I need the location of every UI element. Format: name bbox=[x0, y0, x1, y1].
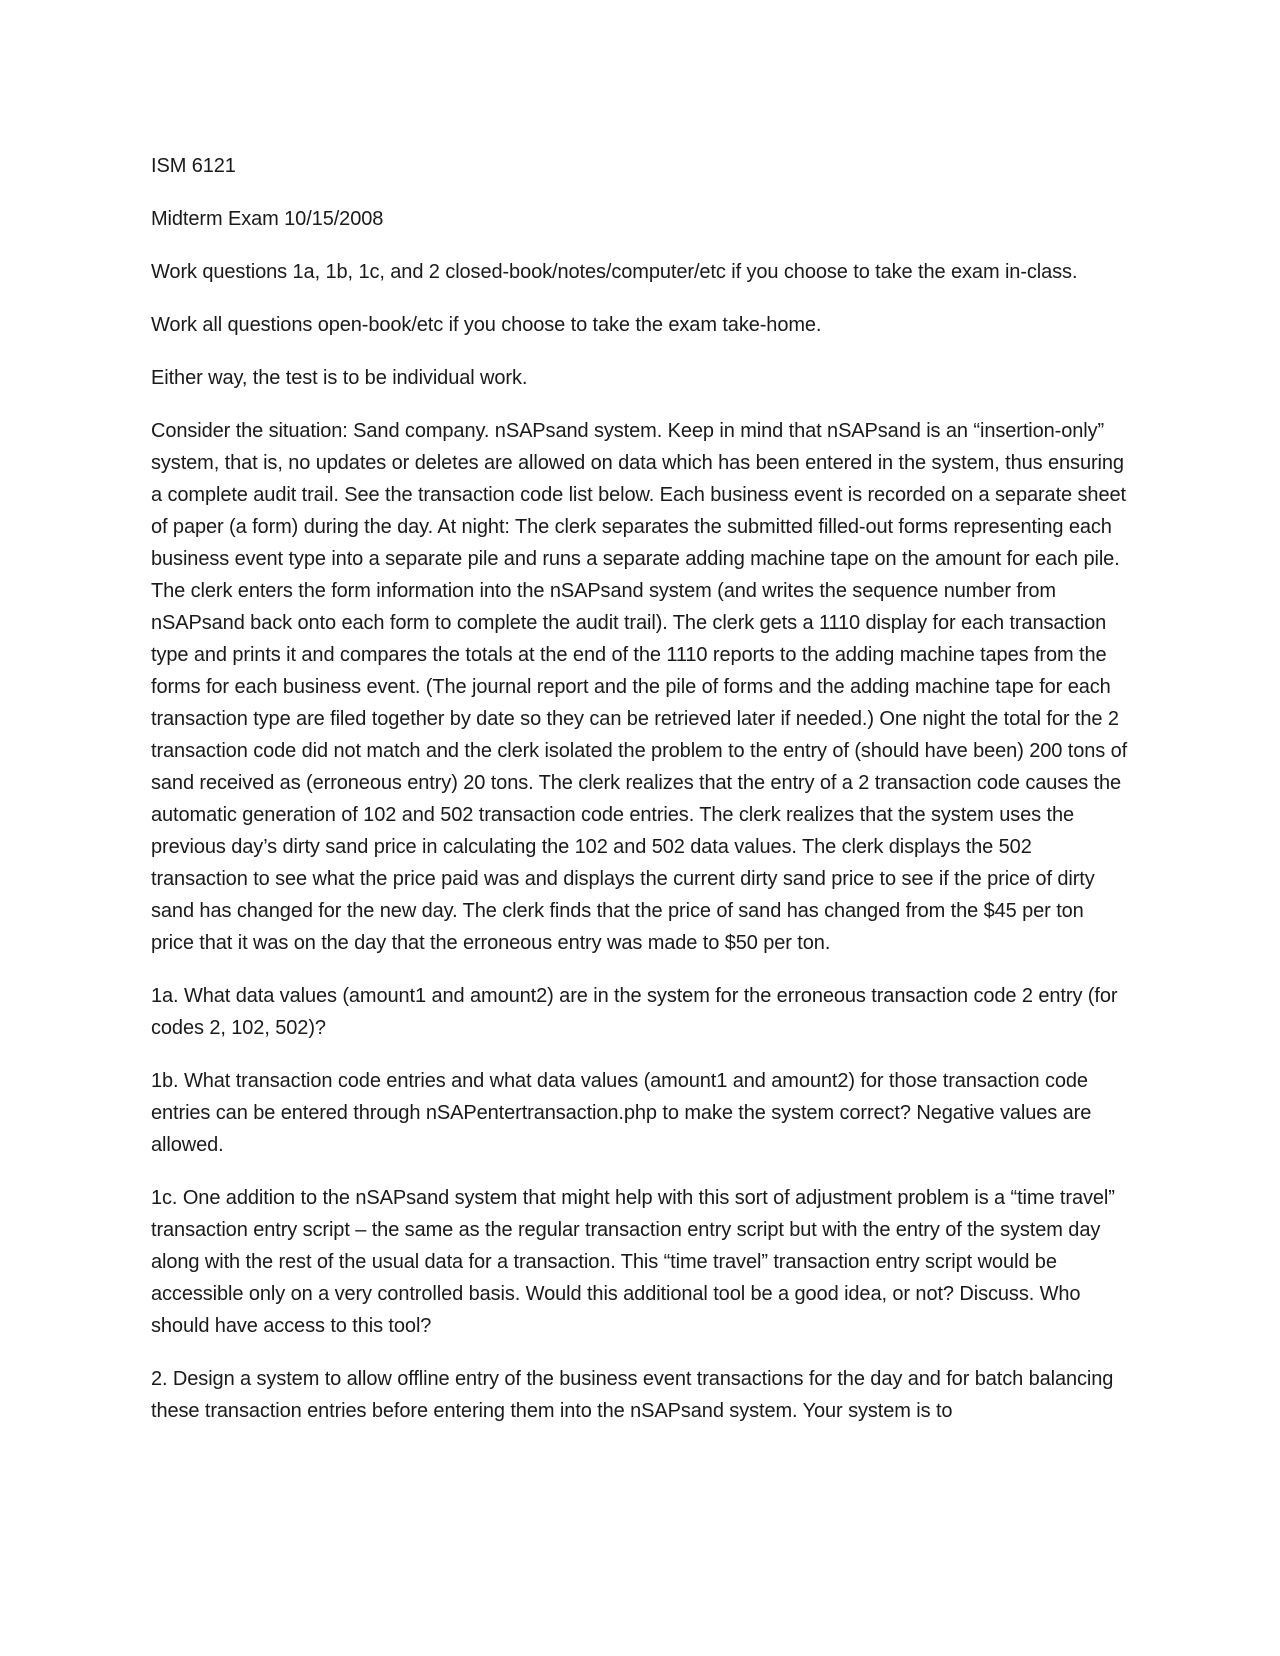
question-2: 2. Design a system to allow offline entry of the business event transactions for the day and for batch balancing these transaction entries before entering them into the nSAPsand system. Your system is to bbox=[151, 1368, 1114, 1422]
instruction-closed-book: Work questions 1a, 1b, 1c, and 2 closed-book/notes/computer/etc if you choose to take the exam in-class. bbox=[151, 261, 1078, 283]
document-body bbox=[151, 150, 1131, 1448]
scenario-paragraph: Consider the situation: Sand company. nSAPsand system. Keep in mind that nSAPsand is an “insertion-only” system, that is, no updates or deletes are allowed on data which has been entered in the system, thus ensuring a complete audit trail. See the transaction code list below. Each business event is recorded on a separate sheet of paper (a form) during the day. At night: The clerk separates the submitted filled-out forms representing each business event type into a separate pile and runs a separate adding machine tape on the amount for each pile. The clerk enters the form information into the nSAPsand system (and writes the sequence number from nSAPsand back onto each form to complete the audit trail). The clerk gets a 1110 display for each transaction type and prints it and compares the totals at the end of the 1110 reports to the adding machine tapes from the forms for each business event. (The journal report and the pile of forms and the adding machine tape for each transaction type are filed together by date so they can be retrieved later if needed.) One night the total for the 2 transaction code did not match and the clerk isolated the problem to the entry of (should have been) 200 tons of sand received as (erroneous entry) 20 tons. The clerk realizes that the entry of a 2 transaction code causes the automatic generation of 102 and 502 transaction code entries. The clerk realizes that the system uses the previous day’s dirty sand price in calculating the 102 and 502 data values. The clerk displays the 502 transaction to see what the price paid was and displays the current dirty sand price to see if the price of dirty sand has changed for the new day. The clerk finds that the price of sand has changed from the $45 per ton price that it was on the day that the erroneous entry was made to $50 per ton. bbox=[151, 420, 1128, 954]
question-1b: 1b. What transaction code entries and what data values (amount1 and amount2) for those transaction code entries can be entered through nSAPentertransaction.php to make the system correct? Negative values are allowed. bbox=[151, 1070, 1092, 1156]
exam-title: Midterm Exam 10/15/2008 bbox=[151, 208, 384, 230]
question-1a: 1a. What data values (amount1 and amount2) are in the system for the erroneous transaction code 2 entry (for codes 2, 102, 502)? bbox=[151, 985, 1118, 1039]
course-heading: ISM 6121 bbox=[151, 155, 236, 177]
instruction-individual-work: Either way, the test is to be individual work. bbox=[151, 367, 528, 389]
instruction-open-book: Work all questions open-book/etc if you choose to take the exam take-home. bbox=[151, 314, 822, 336]
question-1c: 1c. One addition to the nSAPsand system that might help with this sort of adjustment problem is a “time travel” transaction entry script – the same as the regular transaction entry script but with the entry of the system day along with the rest of the usual data for a transaction. This “time travel” transaction entry script would be accessible only on a very controlled basis. Would this additional tool be a good idea, or not? Discuss. Who should have access to this tool? bbox=[151, 1187, 1115, 1337]
